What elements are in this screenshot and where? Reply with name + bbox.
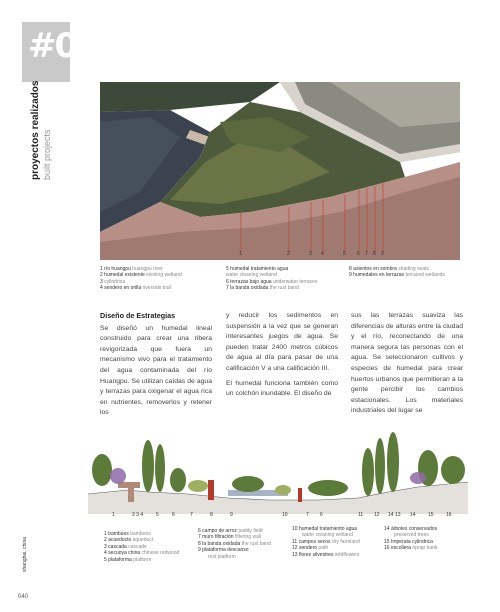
article-heading: Diseño de Estrategias [100, 311, 176, 320]
marker-9: 9 [381, 251, 384, 257]
legend-item: 5 plataforma platform [104, 556, 152, 563]
legend-item: 7 la banda oxidada the rust band [226, 285, 299, 292]
legend-item: 4 sendero en orilla riverside trail [100, 285, 171, 292]
section-number: 8 [210, 512, 213, 518]
aerial-rendering [100, 82, 460, 260]
section-number: 14 [410, 512, 416, 518]
section-number: 1 [112, 512, 115, 518]
section-number: 7 [306, 512, 309, 518]
legend-item: 1 bambúes bamboos [104, 531, 151, 537]
paragraph: sus las terrazas suaviza las diferencias de alturas entre la ciudad y el río, reconectando de una manera segura las personas con el agua. Se seleccionaron cultivos y especies de humedal para crear huertos urbanos que permitieran a la gente percibir los cambios estacionales. Los materiales industriales del lugar se [351, 312, 463, 415]
paragraph: Se diseñó un humedal lineal construido para crear una ribera revigorizada que fuera un mecanismo vivo para el tratamiento del agua contaminada del río Huangpu. Se utilizan caídas de agua y terrazas para oxigenar el agua rica en nutrientes, removerlos y retener los [100, 324, 212, 417]
section-number: 16 [446, 512, 452, 518]
legend-item: 8 la banda oxidada the rust band [198, 540, 271, 547]
section-number: 10 [282, 512, 288, 518]
section-legend-col-1 [104, 531, 179, 563]
legend-item: 1 río huangpu huangpu river [100, 266, 163, 272]
text-column-3 [351, 311, 463, 417]
marker-4: 4 [321, 251, 324, 257]
legend-item: 14 árboles conservados [384, 526, 438, 532]
section-number: 11 [358, 512, 364, 518]
location-label: shanghai, china [22, 536, 28, 572]
legend-item: 3 cylindrica [100, 278, 126, 285]
legend-item: 2 acueducto aqueduct [104, 537, 154, 544]
chapter-number: #005 [28, 26, 120, 66]
marker-1: 1 [239, 251, 242, 257]
section-number: 12 [374, 512, 380, 518]
paragraph: El humedal funciona también como un colchón inundable. El diseño de [226, 379, 338, 398]
legend-item: 8 asientos en sombra shading seats [349, 266, 430, 272]
legend-item: 2 humedal existente existing wetland [100, 272, 182, 279]
legend-item: 13 flores silvestres wildflowers [292, 551, 360, 558]
paragraph: y reducir los sedimentos en suspensión a la vez que se generan interesantes juegos de agua. Se pueden tratar 2400 metros cúbicos de agua al día para pasar de una calificación V a una calificación III. [226, 312, 338, 372]
section-number: 2 3 4 [132, 512, 144, 518]
legend-item: 12 sendero path [292, 545, 329, 552]
text-column-2 [226, 311, 338, 400]
legend-item: rest platform [208, 553, 236, 560]
legend-item: 15 Imperata cylindrica [384, 538, 433, 545]
section-number: 9 [230, 512, 233, 518]
top-legend-col-2 [226, 266, 317, 292]
section-number: 15 [428, 512, 434, 518]
legend-item: 3 cascada cascade [104, 543, 147, 550]
legend-item: water cleaning wetland [226, 272, 277, 279]
section-number: 7 [190, 512, 193, 518]
legend-item: preserved trees [394, 532, 429, 539]
top-legend-col-1 [100, 266, 182, 292]
page-number: 040 [18, 594, 29, 600]
section-number: 5 [156, 512, 159, 518]
legend-item: 4 secuoya china chinese redwood [104, 550, 180, 557]
marker-2: 2 [287, 251, 290, 257]
section-title: proyectos realizados [30, 80, 41, 180]
marker-7: 7 [365, 251, 368, 257]
section-number: 14 13 [388, 512, 401, 518]
legend-item: 16 escollera riprap bank [384, 545, 438, 552]
marker-8: 8 [373, 251, 376, 257]
legend-item: 7 muro filtración filtering wall [198, 534, 262, 541]
section-drawing [88, 432, 468, 514]
legend-item: water cleaning wetland [302, 532, 353, 539]
legend-item: 11 campos secos dry farmland [292, 538, 360, 545]
marker-5: 5 [343, 251, 346, 257]
text-column-1 [100, 311, 212, 419]
section-legend-col-4 [384, 526, 437, 552]
marker-6: 6 [357, 251, 360, 257]
legend-item: 9 plataforma descanso [198, 547, 249, 554]
legend-item: 10 humedal tratamiento agua [292, 526, 358, 532]
section-legend-col-3 [292, 526, 360, 558]
top-legend-col-3 [349, 266, 445, 279]
legend-item: 9 humedales en terrazas terraced wetlands [349, 272, 445, 279]
section-legend-col-2 [198, 528, 271, 560]
section-number: 6 [320, 512, 323, 518]
legend-item: 6 terrazas bajo agua underwater terraces [226, 278, 318, 285]
marker-3: 3 [309, 251, 312, 257]
section-subtitle: built projects [42, 129, 52, 180]
legend-item: 5 humedal tratamiento agua [226, 266, 289, 272]
section-number: 6 [172, 512, 175, 518]
legend-item: 6 campo de arroz paddy field [198, 528, 263, 534]
